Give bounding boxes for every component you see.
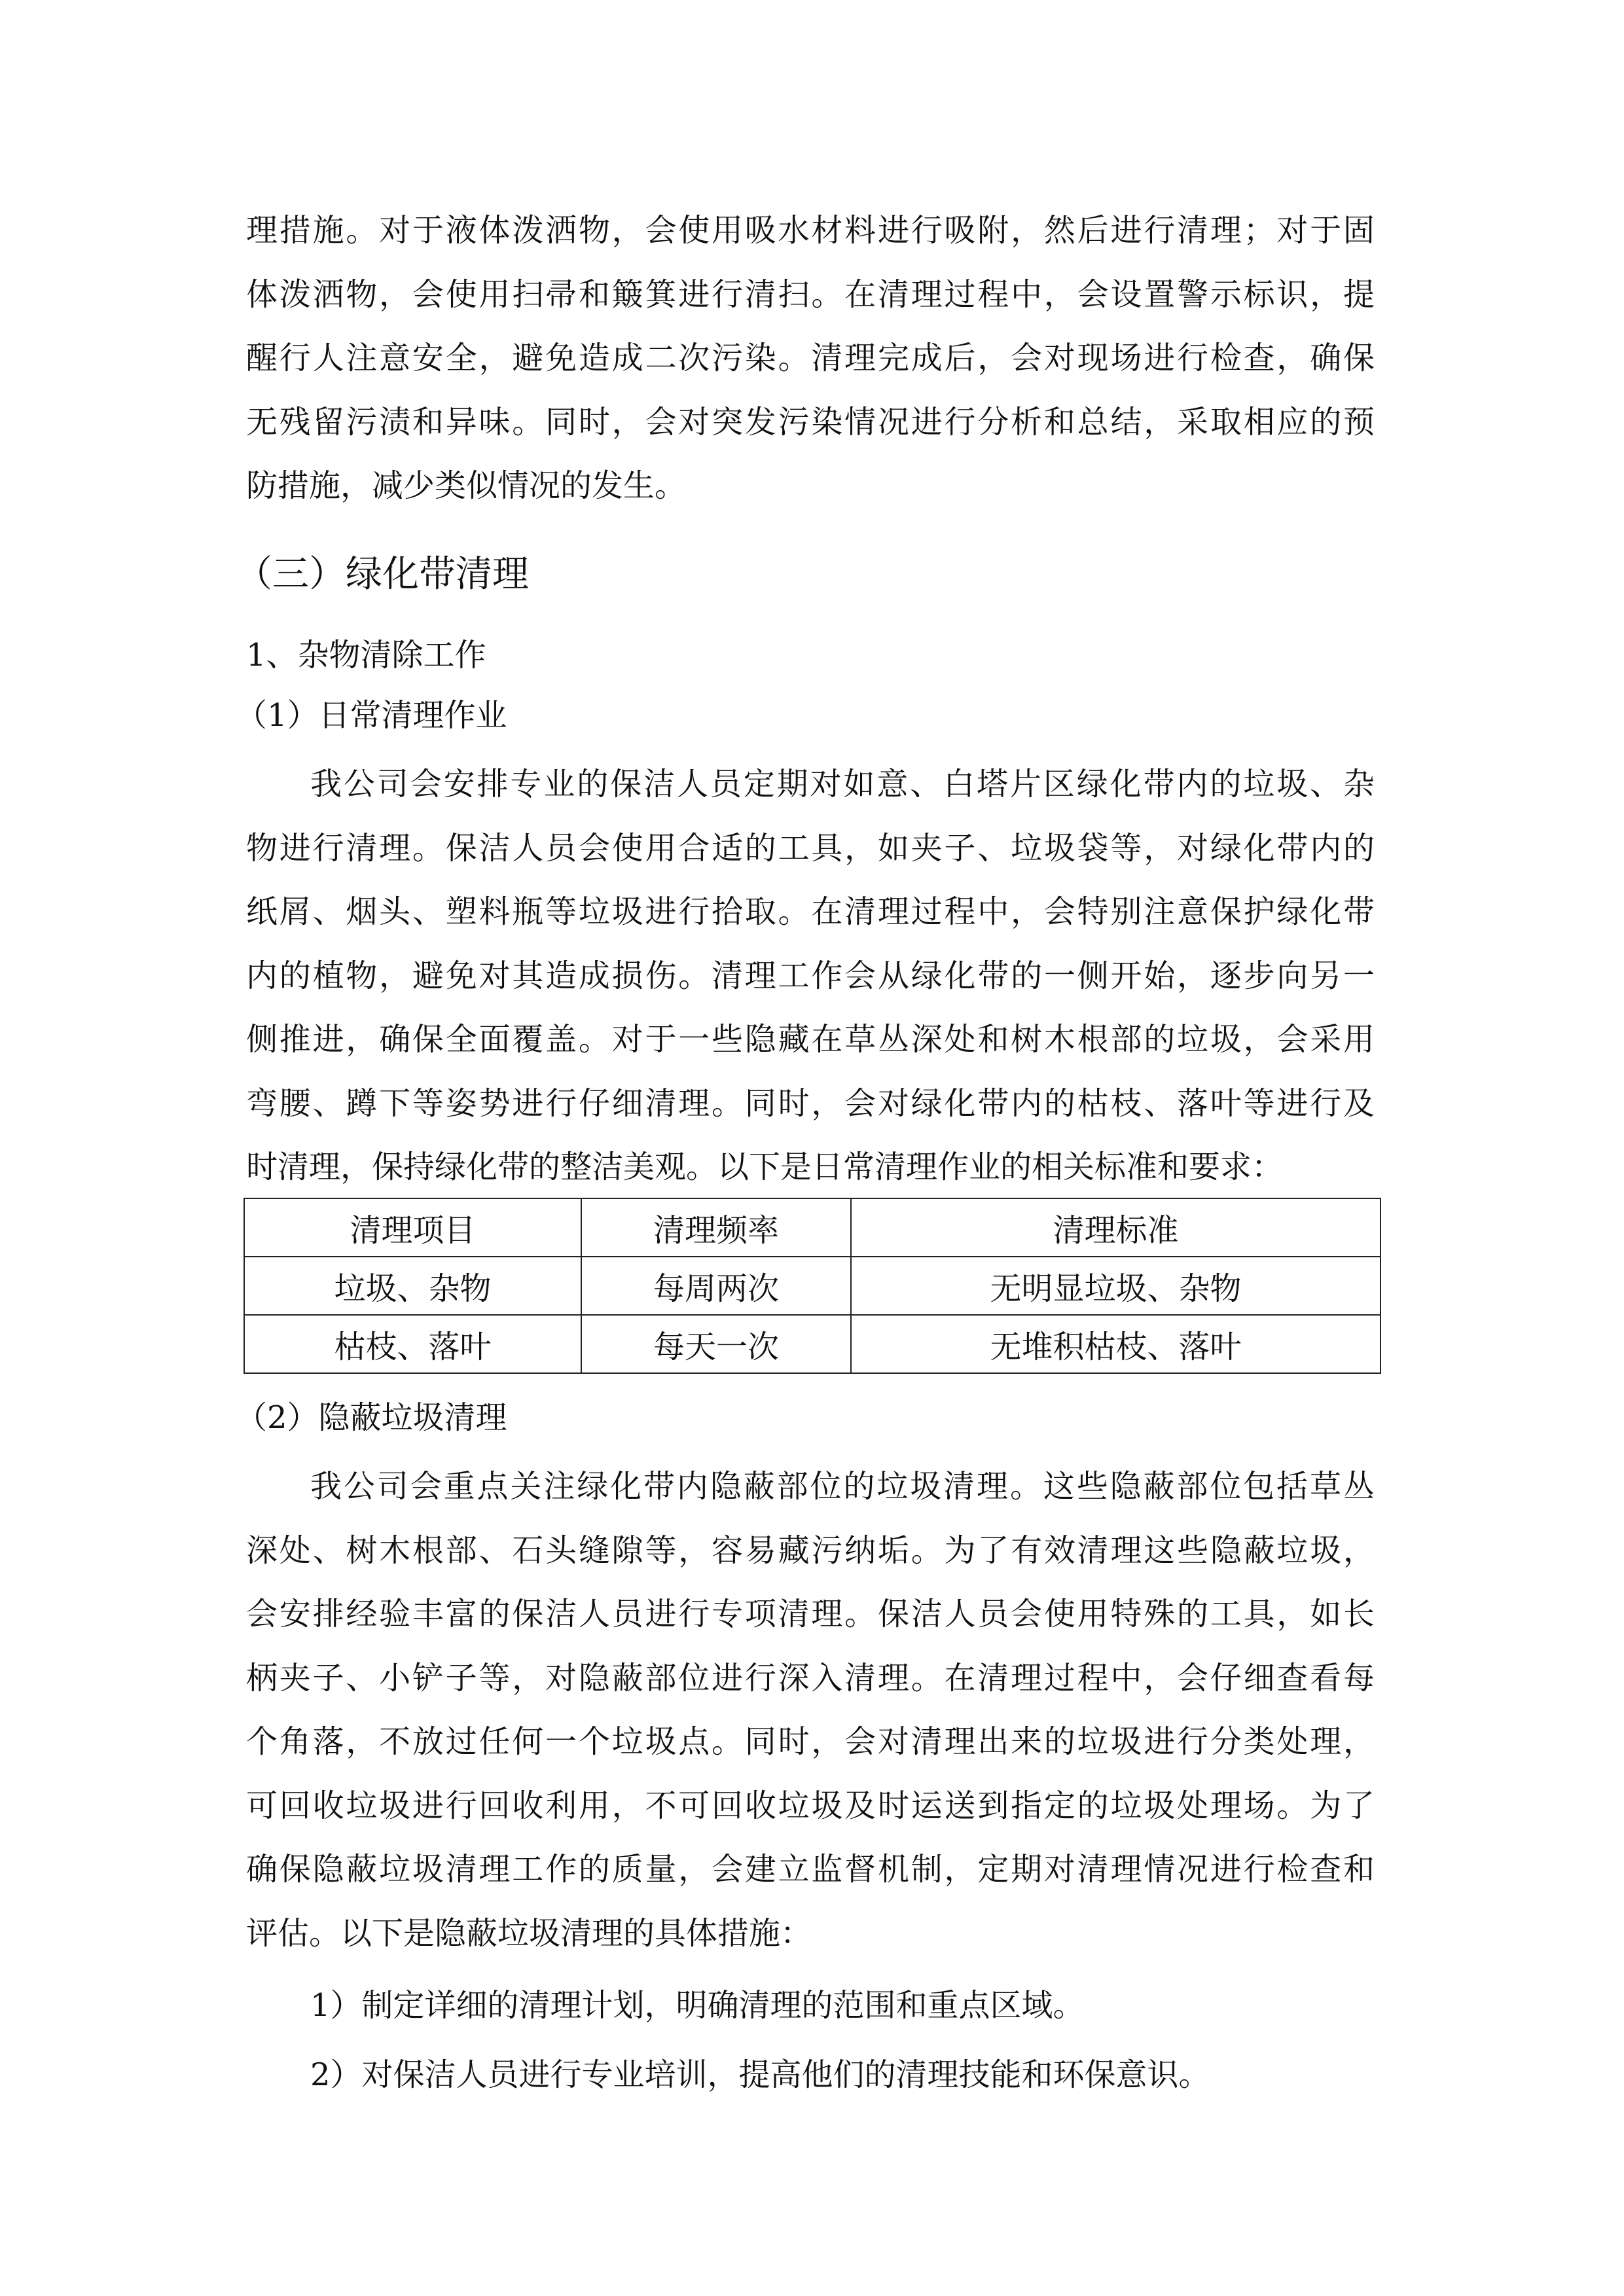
text-line: 柄夹子、小铲子等，对隐蔽部位进行深入清理。在清理过程中，会仔细查看每	[246, 1659, 1375, 1696]
text-line: 体泼洒物，会使用扫帚和簸箕进行清扫。在清理过程中，会设置警示标识，提	[246, 276, 1375, 313]
text-line: 无残留污渍和异味。同时，会对突发污染情况进行分析和总结，采取相应的预	[246, 403, 1375, 440]
text-line: 会安排经验丰富的保洁人员进行专项清理。保洁人员会使用特殊的工具，如长	[246, 1596, 1375, 1632]
text-line: 防措施，减少类似情况的发生。	[246, 467, 687, 504]
text-line: 确保隐蔽垃圾清理工作的质量，会建立监督机制，定期对清理情况进行检查和	[246, 1851, 1375, 1888]
text-line: 理措施。对于液体泼洒物，会使用吸水材料进行吸附，然后进行清理；对于固	[246, 212, 1375, 249]
table-cell: 枯枝、落叶	[244, 1315, 581, 1373]
list-item: 1）制定详细的清理计划，明确清理的范围和重点区域。	[310, 1987, 1085, 2024]
table-row	[244, 1257, 1380, 1315]
table-cell: 无堆积枯枝、落叶	[851, 1315, 1380, 1373]
text-line: 物进行清理。保洁人员会使用合适的工具，如夹子、垃圾袋等，对绿化带内的	[246, 829, 1375, 867]
table-cell: 每周两次	[581, 1257, 851, 1315]
item2-heading: （2）隐蔽垃圾清理	[236, 1399, 507, 1436]
text-line: 可回收垃圾进行回收利用，不可回收垃圾及时运送到指定的垃圾处理场。为了	[246, 1787, 1375, 1824]
text-line: 时清理，保持绿化带的整洁美观。以下是日常清理作业的相关标准和要求：	[246, 1149, 1284, 1185]
table-row	[244, 1315, 1380, 1373]
table-header: 清理标准	[851, 1198, 1380, 1257]
table-cell: 垃圾、杂物	[244, 1257, 581, 1315]
table-header: 清理频率	[581, 1198, 851, 1257]
table-cell: 每天一次	[581, 1315, 851, 1373]
table-header: 清理项目	[244, 1198, 581, 1257]
text-line: 我公司会重点关注绿化带内隐蔽部位的垃圾清理。这些隐蔽部位包括草丛	[310, 1468, 1375, 1505]
text-line: 个角落，不放过任何一个垃圾点。同时，会对清理出来的垃圾进行分类处理，	[246, 1723, 1375, 1760]
section-heading: （三）绿化带清理	[236, 553, 529, 596]
text-line: 深处、树木根部、石头缝隙等，容易藏污纳垢。为了有效清理这些隐蔽垃圾，	[246, 1532, 1375, 1569]
text-line: 我公司会安排专业的保洁人员定期对如意、白塔片区绿化带内的垃圾、杂	[310, 766, 1375, 802]
table-cell: 无明显垃圾、杂物	[851, 1257, 1380, 1315]
item1-heading: （1）日常清理作业	[236, 697, 507, 734]
text-line: 纸屑、烟头、塑料瓶等垃圾进行拾取。在清理过程中，会特别注意保护绿化带	[246, 893, 1375, 930]
text-line: 侧推进，确保全面覆盖。对于一些隐藏在草丛深处和树木根部的垃圾，会采用	[246, 1021, 1375, 1058]
text-line: 醒行人注意安全，避免造成二次污染。清理完成后，会对现场进行检查，确保	[246, 340, 1375, 376]
subsection-heading: 1、杂物清除工作	[246, 637, 486, 673]
table-header-row	[244, 1198, 1380, 1257]
list-item: 2）对保洁人员进行专业培训，提高他们的清理技能和环保意识。	[310, 2056, 1210, 2093]
text-line: 内的植物，避免对其造成损伤。清理工作会从绿化带的一侧开始，逐步向另一	[246, 957, 1375, 994]
cleaning-standards-table	[244, 1198, 1381, 1374]
text-line: 弯腰、蹲下等姿势进行仔细清理。同时，会对绿化带内的枯枝、落叶等进行及	[246, 1085, 1375, 1122]
text-line: 评估。以下是隐蔽垃圾清理的具体措施：	[246, 1914, 812, 1952]
